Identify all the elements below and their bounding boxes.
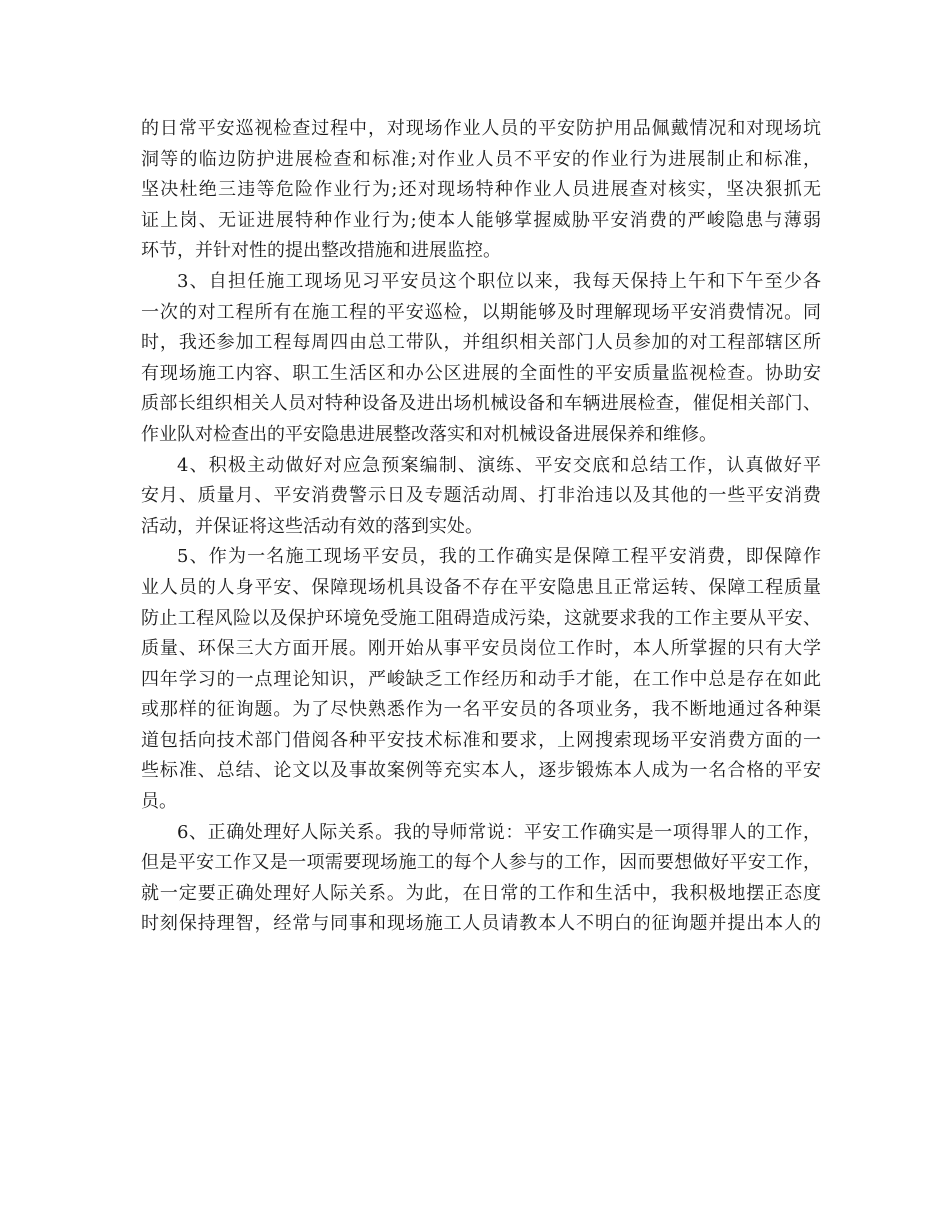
paragraph-p-5: [141, 542, 821, 817]
text-line: 5、作为一名施工现场平安员，我的工作确实是保障工程平安消费，即保障作: [177, 546, 821, 568]
paragraph-p-6: [141, 818, 821, 940]
text-line: 或那样的征询题。为了尽快熟悉作为一名平安员的各项业务，我不断地通过各种渠: [141, 699, 821, 721]
paragraph-p-3: [141, 267, 821, 451]
text-line: 质量、环保三大方面开展。刚开始从事平安员岗位工作时，本人所掌握的只有大学: [141, 638, 821, 660]
text-line: 时刻保持理智，经常与同事和现场施工人员请教本人不明白的征询题并提出本人的: [141, 913, 821, 935]
text-line: 证上岗、无证进展特种作业行为;使本人能够掌握威胁平安消费的严峻隐患与薄弱: [141, 209, 821, 231]
text-line: 些标准、总结、论文以及事故案例等充实本人，逐步锻炼本人成为一名合格的平安: [141, 760, 821, 782]
text-line: 活动，并保证将这些活动有效的落到实处。: [141, 515, 483, 537]
text-line: 6、正确处理好人际关系。我的导师常说：平安工作确实是一项得罪人的工作，: [177, 821, 821, 843]
text-line: 的日常平安巡视检查过程中，对现场作业人员的平安防护用品佩戴情况和对现场坑: [141, 118, 821, 139]
text-line: 但是平安工作又是一项需要现场施工的每个人参与的工作，因而要想做好平安工作，: [141, 852, 821, 874]
text-line: 环节，并针对性的提出整改措施和进展监控。: [141, 240, 501, 262]
text-line: 业人员的人身平安、保障现场机具设备不存在平安隐患且正常运转、保障工程质量: [141, 576, 821, 598]
paragraph-p-4: [141, 451, 821, 543]
text-line: 3、自担任施工现场见习平安员这个职位以来，我每天保持上午和下午至少各: [177, 270, 821, 292]
text-line: 作业队对检查出的平安隐患进展整改落实和对机械设备进展保养和维修。: [141, 423, 717, 445]
text-line: 有现场施工内容、职工生活区和办公区进展的全面性的平安质量监视检查。协助安: [141, 362, 821, 384]
text-line: 道包括向技术部门借阅各种平安技术标准和要求，上网搜索现场平安消费方面的一: [141, 729, 821, 751]
text-line: 防止工程风险以及保护环境免受施工阻碍造成污染，这就要求我的工作主要从平安、: [141, 607, 821, 629]
paragraph-p-continued: [141, 114, 821, 267]
text-line: 四年学习的一点理论知识，严峻缺乏工作经历和动手才能，在工作中总是存在如此: [141, 668, 821, 690]
text-line: 一次的对工程所有在施工程的平安巡检，以期能够及时理解现场平安消费情况。同: [141, 301, 821, 323]
text-line: 员。: [141, 791, 177, 813]
text-line: 就一定要正确处理好人际关系。为此，在日常的工作和生活中，我积极地摆正态度: [141, 882, 821, 904]
text-line: 安月、质量月、平安消费警示日及专题活动周、打非治违以及其他的一些平安消费: [141, 485, 821, 507]
text-line: 坚决杜绝三违等危险作业行为;还对现场特种作业人员进展查对核实，坚决狠抓无: [141, 179, 821, 201]
text-line: 时，我还参加工程每周四由总工带队，并组织相关部门人员参加的对工程部辖区所: [141, 332, 821, 354]
text-line: 4、积极主动做好对应急预案编制、演练、平安交底和总结工作，认真做好平: [177, 454, 821, 476]
text-line: 质部长组织相关人员对特种设备及进出场机械设备和车辆进展检查，催促相关部门、: [141, 393, 821, 415]
document-body: [141, 114, 821, 940]
text-line: 洞等的临边防护进展检查和标准;对作业人员不平安的作业行为进展制止和标准，: [141, 148, 821, 170]
